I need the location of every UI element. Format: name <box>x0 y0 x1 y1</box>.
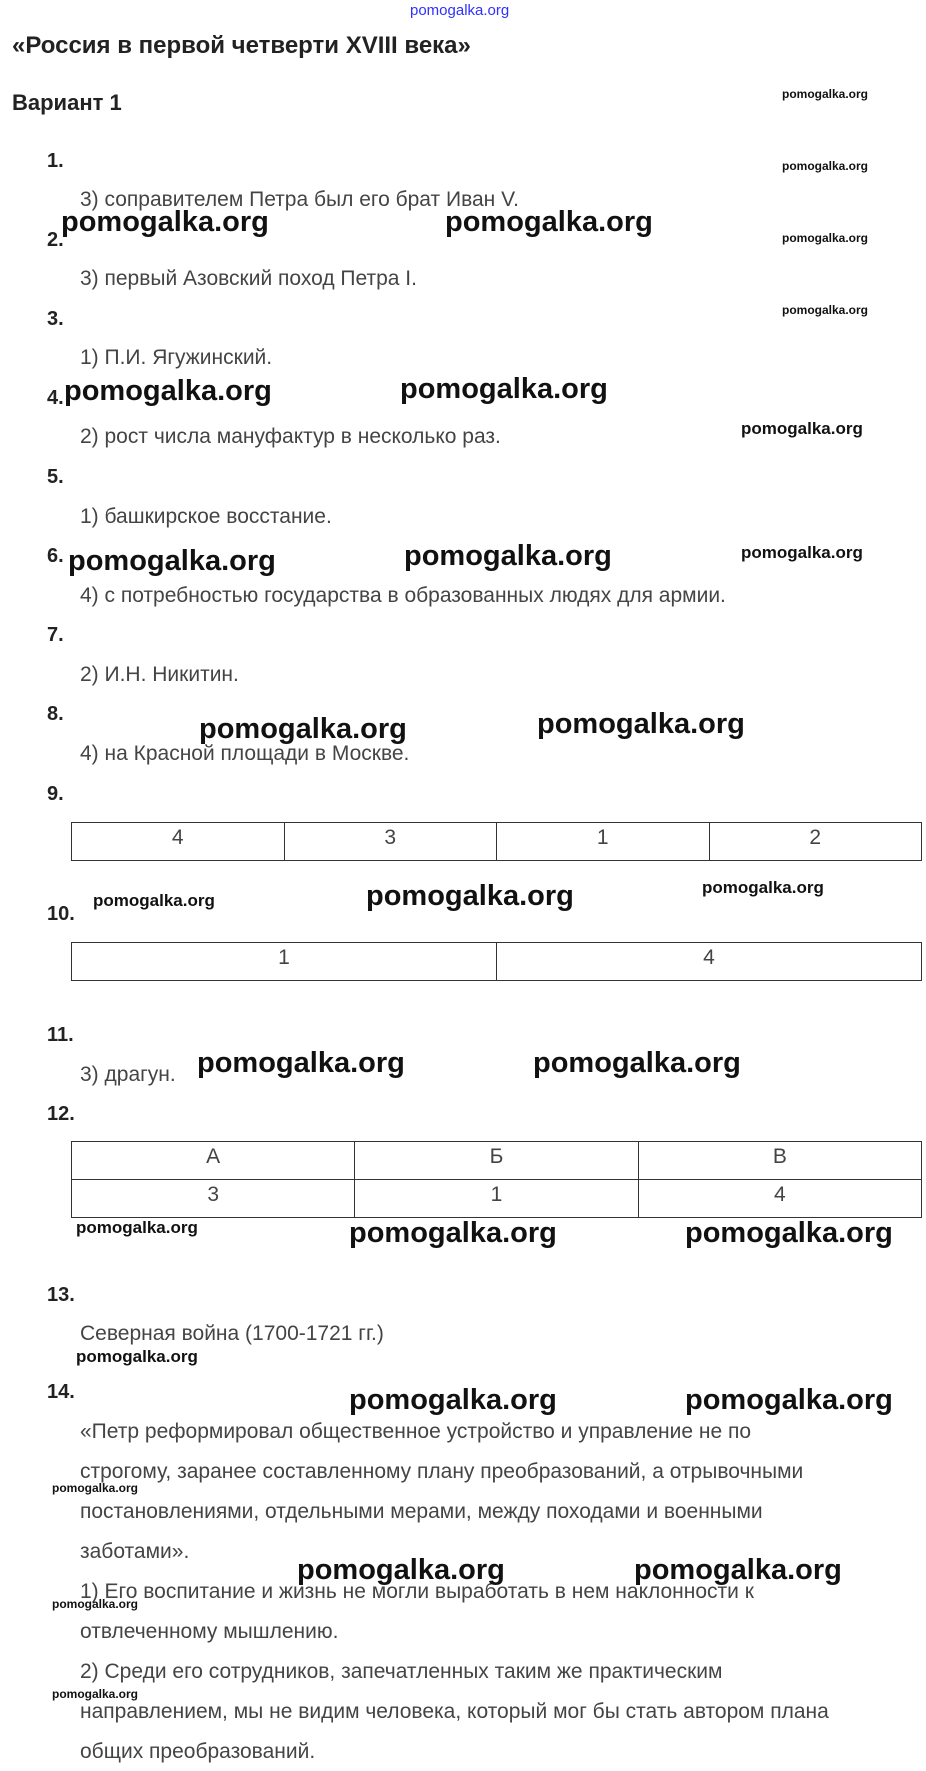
watermark: pomogalka.org <box>297 1554 505 1586</box>
variant-heading: Вариант 1 <box>12 90 122 115</box>
question-number: 12. <box>47 1103 75 1125</box>
answer-text: 3) драгун. <box>80 1063 176 1086</box>
question-number: 2. <box>47 229 64 251</box>
watermark: pomogalka.org <box>76 1347 198 1366</box>
watermark: pomogalka.org <box>702 878 824 897</box>
answer-text: 2) рост числа мануфактур в несколько раз. <box>80 425 501 448</box>
watermark: pomogalka.org <box>52 1481 139 1495</box>
watermark: pomogalka.org <box>349 1384 557 1416</box>
watermark: pomogalka.org <box>349 1217 557 1249</box>
quote-line: постановлениями, отдельными мерами, между походами и военными <box>80 1500 763 1523</box>
table-cell: 1 <box>355 1180 638 1218</box>
watermark: pomogalka.org <box>782 303 869 317</box>
table-cell: 4 <box>497 943 922 981</box>
answer-text: 3) соправителем Петра был его брат Иван V. <box>80 188 520 211</box>
table-cell: Б <box>355 1142 638 1180</box>
answer-table-10 <box>71 942 922 981</box>
answer-text: 4) с потребностью государства в образованных людях для армии. <box>80 584 726 607</box>
watermark: pomogalka.org <box>400 373 608 405</box>
table-cell: 4 <box>638 1180 921 1218</box>
answer-text: 4) на Красной площади в Москве. <box>80 742 410 765</box>
watermark: pomogalka.org <box>199 713 407 745</box>
table-cell: 3 <box>72 1180 355 1218</box>
quote-line: строгому, заранее составленному плану преобразований, а отрывочными <box>80 1460 804 1483</box>
table-cell: А <box>72 1142 355 1180</box>
table-header-row <box>72 1142 922 1180</box>
table-cell: 1 <box>497 823 710 861</box>
watermark: pomogalka.org <box>685 1384 893 1416</box>
question-number: 3. <box>47 308 64 330</box>
watermark: pomogalka.org <box>634 1554 842 1586</box>
answer-line: направлением, мы не видим человека, который мог бы стать автором плана <box>80 1700 829 1723</box>
table-cell: В <box>638 1142 921 1180</box>
watermark: pomogalka.org <box>76 1218 198 1237</box>
watermark: pomogalka.org <box>782 231 869 245</box>
answer-text: 3) первый Азовский поход Петра I. <box>80 267 417 290</box>
question-number: 4. <box>47 387 64 409</box>
page-title: «Россия в первой четверти XVIII века» <box>12 32 471 59</box>
watermark: pomogalka.org <box>197 1047 405 1079</box>
answer-line: 1) Его воспитание и жизнь не могли выработать в нем наклонности к <box>80 1580 754 1603</box>
answer-text: 1) башкирское восстание. <box>80 505 332 528</box>
question-number: 9. <box>47 783 64 805</box>
question-number: 13. <box>47 1284 75 1306</box>
watermark: pomogalka.org <box>533 1047 741 1079</box>
watermark: pomogalka.org <box>366 880 574 912</box>
table-cell: 2 <box>709 823 922 861</box>
answer-text: 1) П.И. Ягужинский. <box>80 346 273 369</box>
answer-line: отвлеченному мышлению. <box>80 1620 339 1643</box>
table-row <box>72 943 922 981</box>
answer-text: Северная война (1700-1721 гг.) <box>80 1322 384 1345</box>
watermark: pomogalka.org <box>537 708 745 740</box>
watermark: pomogalka.org <box>93 891 215 910</box>
watermark: pomogalka.org <box>782 87 869 101</box>
question-number: 11. <box>47 1024 74 1046</box>
watermark: pomogalka.org <box>52 1597 139 1611</box>
site-watermark-top: pomogalka.org <box>410 2 510 19</box>
question-number: 1. <box>47 150 64 172</box>
question-number: 7. <box>47 624 64 646</box>
answer-text: 2) И.Н. Никитин. <box>80 663 239 686</box>
table-row <box>72 823 922 861</box>
question-number: 5. <box>47 466 64 488</box>
watermark: pomogalka.org <box>52 1687 139 1701</box>
question-number: 8. <box>47 703 64 725</box>
quote-line: «Петр реформировал общественное устройство и управление не по <box>80 1420 752 1443</box>
quote-line: заботами». <box>80 1540 190 1563</box>
watermark: pomogalka.org <box>782 159 869 173</box>
watermark: pomogalka.org <box>61 206 269 238</box>
question-number: 10. <box>47 903 75 925</box>
watermark: pomogalka.org <box>68 545 276 577</box>
table-cell: 3 <box>284 823 497 861</box>
watermark: pomogalka.org <box>445 206 653 238</box>
question-number: 6. <box>47 545 64 567</box>
watermark: pomogalka.org <box>741 543 863 562</box>
answer-line: 2) Среди его сотрудников, запечатленных таким же практическим <box>80 1660 723 1683</box>
question-number: 14. <box>47 1381 75 1403</box>
answer-table-9 <box>71 822 922 861</box>
watermark: pomogalka.org <box>404 540 612 572</box>
answer-line: общих преобразований. <box>80 1740 316 1763</box>
table-cell: 4 <box>72 823 285 861</box>
answer-table-12 <box>71 1141 922 1218</box>
table-row <box>72 1180 922 1218</box>
watermark: pomogalka.org <box>685 1217 893 1249</box>
table-cell: 1 <box>72 943 497 981</box>
watermark: pomogalka.org <box>741 419 863 438</box>
watermark: pomogalka.org <box>64 375 272 407</box>
